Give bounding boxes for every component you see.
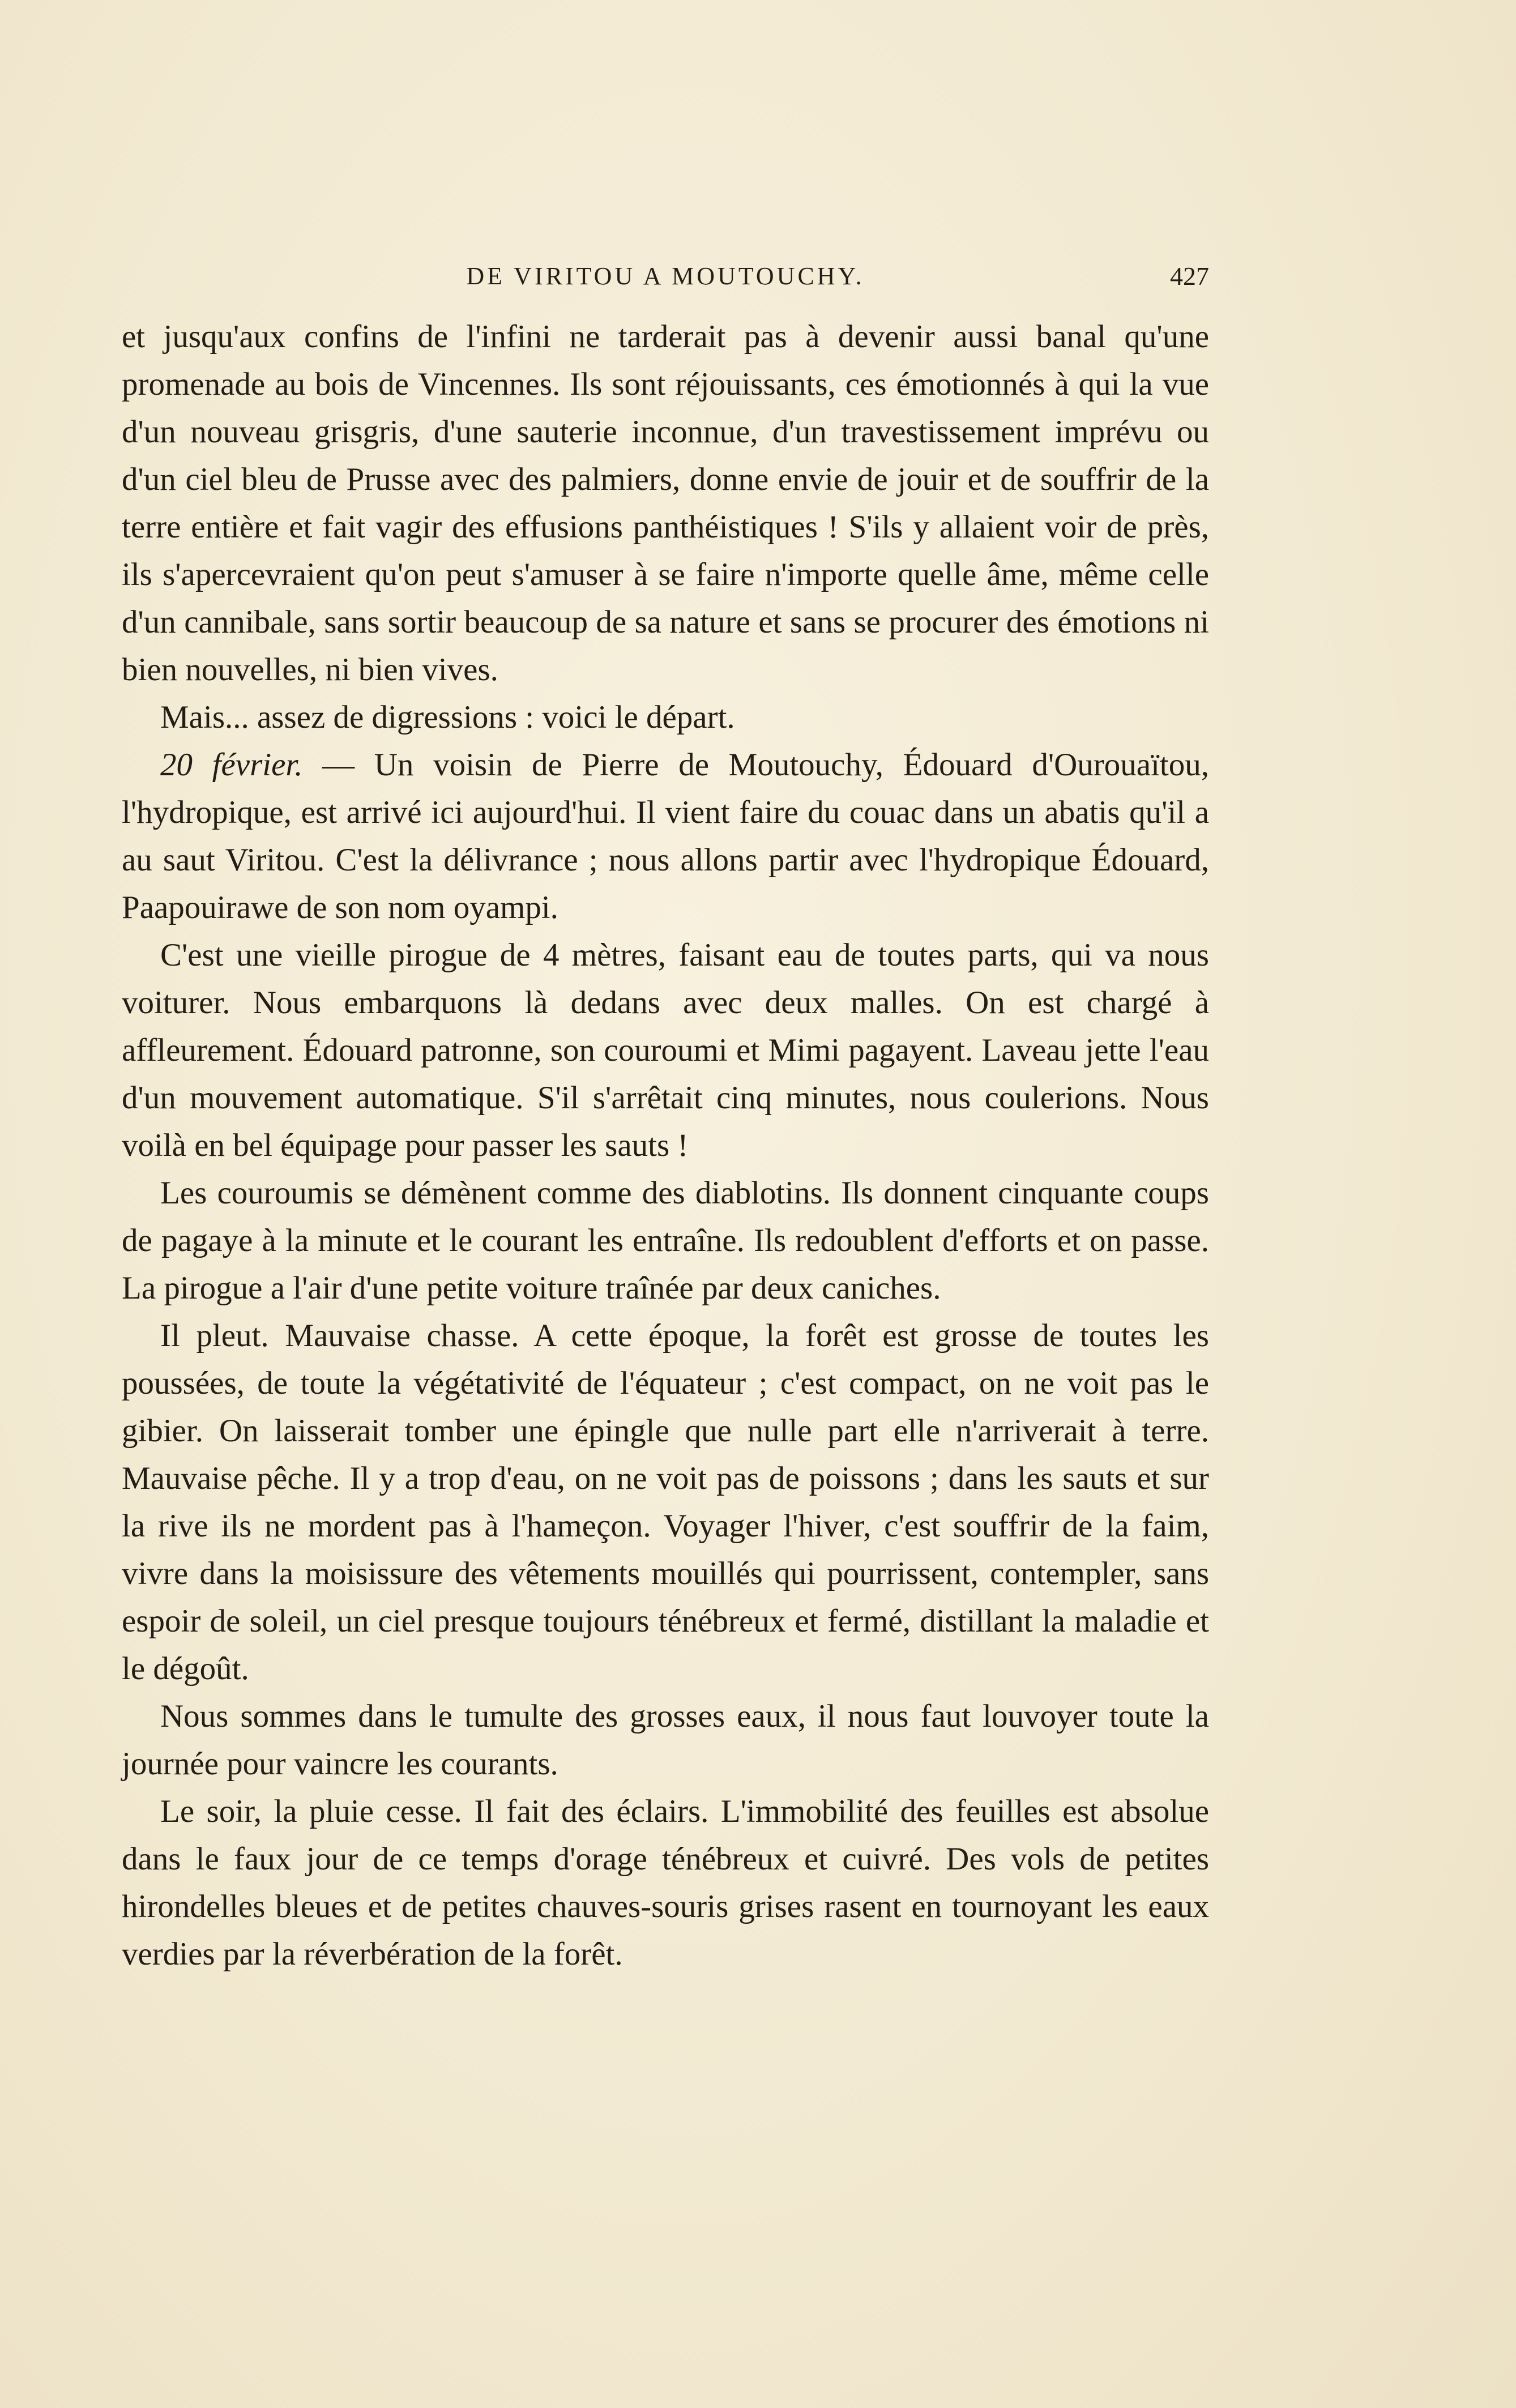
paragraph: C'est une vieille pirogue de 4 mètres, faisant eau de toutes parts, qui va nous voiturer. Nous embarquons là dedans avec deux malles. On est chargé à affleurement. Édouard patronne, son couroumi et Mimi pagayent. Laveau jette l'eau d'un mouvement automatique. S'il s'arrêtait cinq minutes, nous coulerions. Nous voilà en bel équipage pour passer les sauts ! [122, 937, 1209, 1163]
paragraph: Nous sommes dans le tumulte des grosses eaux, il nous faut louvoyer toute la journée pour vaincre les courants. [122, 1698, 1209, 1782]
paragraph: Les couroumis se démènent comme des diablotins. Ils donnent cinquante coups de pagaye à la minute et le courant les entraîne. Ils redoublent d'efforts et on passe. La pirogue a l'air d'une petite voiture traînée par deux caniches. [122, 1175, 1209, 1306]
body-text [122, 313, 1209, 1978]
paragraph: Le soir, la pluie cesse. Il fait des éclairs. L'immobilité des feuilles est absolue dans le faux jour de ce temps d'orage ténébreux et cuivré. Des vols de petites hirondelles bleues et de petites chauves-souris grises rasent en tournoyant les eaux verdies par la réverbération de la forêt. [122, 1794, 1209, 1972]
page-number: 427 [1170, 262, 1209, 291]
paragraph: 20 février. — Un voisin de Pierre de Moutouchy, Édouard d'Ourouaïtou, l'hydropique, est arrivé ici aujourd'hui. Il vient faire du couac dans un abatis qu'il a au saut Viritou. C'est la délivrance ; nous allons partir avec l'hydropique Édouard, Paapouirawe de son nom oyampi. [122, 747, 1209, 925]
paragraph: et jusqu'aux confins de l'infini ne tarderait pas à devenir aussi banal qu'une promenade au bois de Vincennes. Ils sont réjouissants, ces émotionnés à qui la vue d'un nouveau grisgris, d'une sauterie inconnue, d'un travestissement imprévu ou d'un ciel bleu de Prusse avec des palmiers, donne envie de jouir et de souffrir de la terre entière et fait vagir des effusions panthéistiques ! S'ils y allaient voir de près, ils s'apercevraient qu'on peut s'amuser à se faire n'importe quelle âme, même celle d'un cannibale, sans sortir beaucoup de sa nature et sans se procurer des émotions ni bien nouvelles, ni bien vives. [122, 319, 1209, 688]
diary-date: 20 février. [160, 747, 303, 783]
paragraph: Il pleut. Mauvaise chasse. A cette époque, la forêt est grosse de toutes les poussées, de toute la végétativité de l'équateur ; c'est compact, on ne voit pas le gibier. On laisserait tomber une épingle que nulle part elle n'arriverait à terre. Mauvaise pêche. Il y a trop d'eau, on ne voit pas de poissons ; dans les sauts et sur la rive ils ne mordent pas à l'hameçon. Voyager l'hiver, c'est souffrir de la faim, vivre dans la moisissure des vêtements mouillés qui pourrissent, contempler, sans espoir de soleil, un ciel presque toujours ténébreux et fermé, distillant la maladie et le dégoût. [122, 1318, 1209, 1687]
running-head: DE VIRITOU A MOUTOUCHY. [466, 262, 865, 290]
page-header [122, 257, 1209, 296]
paragraph: Mais... assez de digressions : voici le départ. [160, 699, 735, 735]
